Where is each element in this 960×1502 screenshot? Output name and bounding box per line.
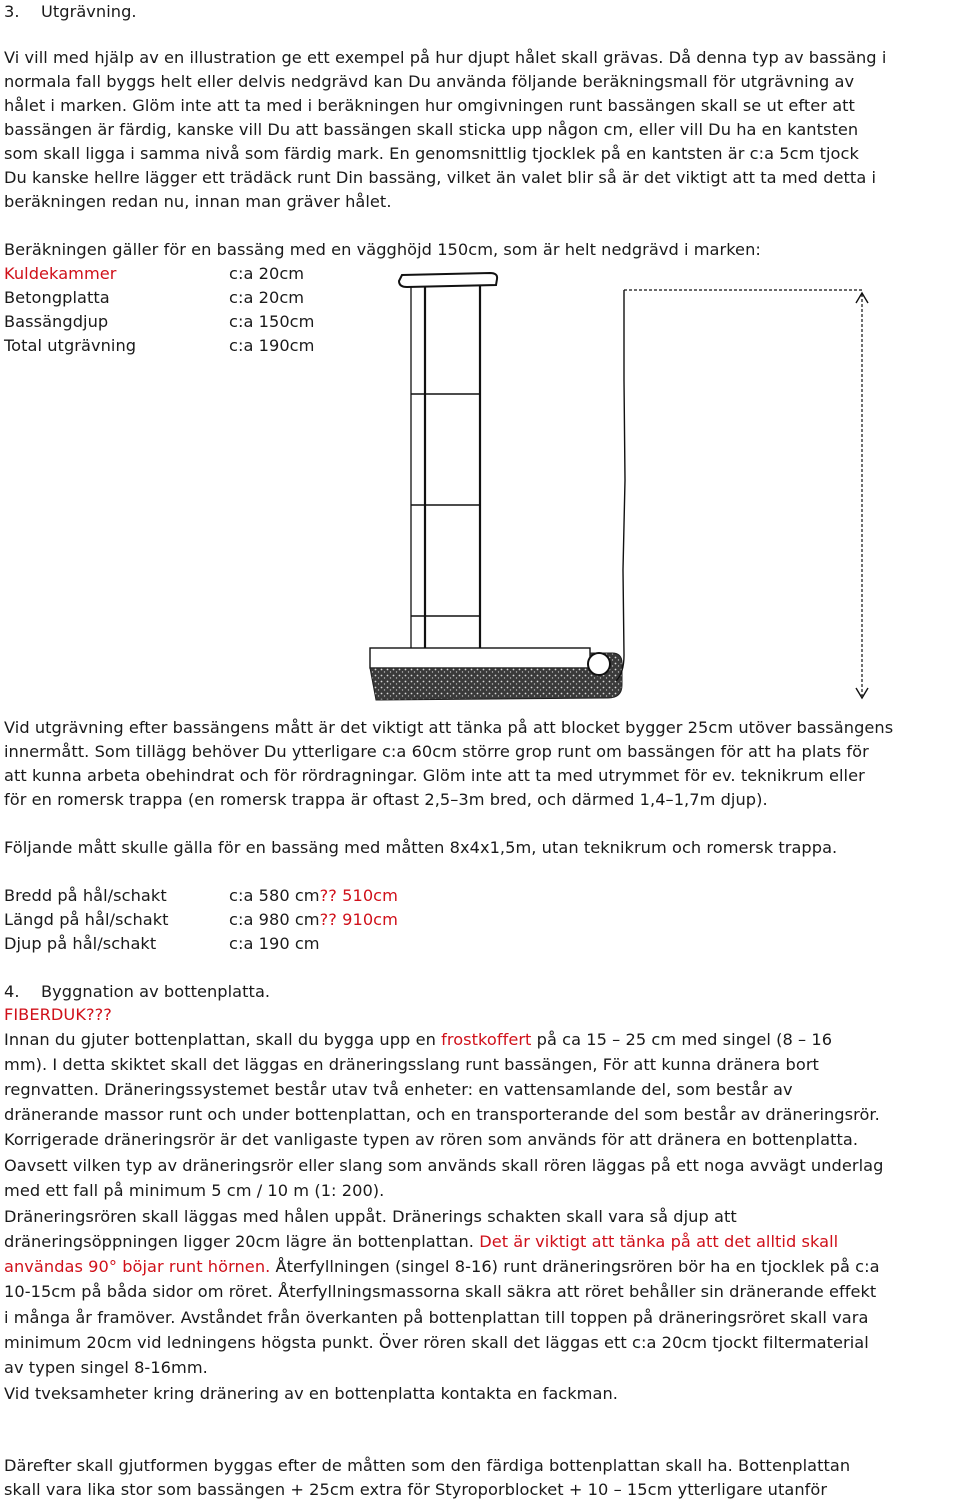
section-3-heading: 3. Utgrävning. (4, 2, 137, 21)
paragraph-line: som skall ligga i samma nivå som färdig mark. En genomsnittlig tjocklek på en kantsten är c:a 5cm tjock (4, 144, 859, 163)
calc-label: Total utgrävning (4, 336, 137, 355)
dims-note: ?? 510cm (319, 886, 398, 905)
paragraph-line: med ett fall på minimum 5 cm / 10 m (1: 200). (4, 1181, 385, 1200)
important-note: Det är viktigt att tänka på att det alltid skall (479, 1232, 839, 1251)
coping-stone (399, 273, 497, 287)
frostkoffert-term: frostkoffert (441, 1030, 532, 1049)
dims-value: c:a 980 cm?? 910cm (229, 910, 398, 929)
section-4-heading: 4. Byggnation av bottenplatta. (4, 982, 271, 1001)
calc-intro: Beräkningen gäller för en bassäng med en vägghöjd 150cm, som är helt nedgrävd i marken: (4, 240, 761, 259)
drain-pipe (588, 653, 610, 675)
paragraph-line: Därefter skall gjutformen byggas efter de måtten som den färdiga bottenplattan skall ha. Bottenplattan (4, 1456, 851, 1475)
dims-intro: Följande mått skulle gälla för en bassäng med måtten 8x4x1,5m, utan teknikrum och romersk trappa. (4, 838, 838, 857)
paragraph-line: hålet i marken. Glöm inte att ta med i beräkningen hur omgivningen runt bassängen skall se ut efter att (4, 96, 855, 115)
paragraph-line: regnvatten. Dräneringssystemet består utav två enheter: en vattensamlande del, som består av (4, 1080, 793, 1099)
paragraph-line: Innan du gjuter bottenplattan, skall du bygga upp en frostkoffert på ca 15 – 25 cm med singel (8 – 16 (4, 1030, 833, 1049)
paragraph-line: i många år framöver. Avståndet från överkanten på bottenplattan till toppen på dräneringsröret skall vara (4, 1308, 869, 1327)
paragraph-line: minimum 20cm vid ledningens högsta punkt. Över rören skall det läggas ett c:a 20cm tjockt filtermaterial (4, 1333, 869, 1352)
paragraph-line: skall vara lika stor som bassängen + 25cm extra för Styroporblocket + 10 – 15cm ytterligare utanför (4, 1480, 828, 1499)
paragraph-line: Vid utgrävning efter bassängens mått är det viktigt att tänka på att blocket bygger 25cm utöver bassängens (4, 718, 894, 737)
dims-note: ?? 910cm (319, 910, 398, 929)
dims-value: c:a 190 cm (229, 934, 320, 953)
dims-label: Djup på hål/schakt (4, 934, 157, 953)
calc-label-kuldekammer: Kuldekammer (4, 264, 117, 283)
paragraph-line: bassängen är färdig, kanske vill Du att bassängen skall sticka upp någon cm, eller vill Du ha en kantsten (4, 120, 859, 139)
calc-value: c:a 150cm (229, 312, 315, 331)
paragraph-line: Oavsett vilken typ av dräneringsrör eller slang som används skall rören läggas på ett noga avvägt underlag (4, 1156, 884, 1175)
paragraph-line: av typen singel 8-16mm. (4, 1358, 208, 1377)
calc-value: c:a 190cm (229, 336, 315, 355)
concrete-slab (370, 648, 590, 668)
pool-wall-diagram (350, 260, 890, 705)
paragraph-line: Dräneringsrören skall läggas med hålen uppåt. Dränerings schakten skall vara så djup att (4, 1207, 737, 1226)
paragraph-line: användas 90° böjar runt hörnen. Återfyllningen (singel 8-16) runt dräneringsrören bör ha en tjocklek på c:a (4, 1257, 880, 1276)
calc-value: c:a 20cm (229, 288, 305, 307)
paragraph-line: innermått. Som tillägg behöver Du ytterligare c:a 60cm större grop runt om bassängen för att ha plats för (4, 742, 869, 761)
paragraph-line: beräkningen redan nu, innan man gräver hålet. (4, 192, 392, 211)
paragraph-line: Du kanske hellre lägger ett trädäck runt Din bassäng, vilket än valet blir så är det viktigt att ta med detta i (4, 168, 877, 187)
paragraph-line: Vid tveksamheter kring dränering av en bottenplatta kontakta en fackman. (4, 1384, 618, 1403)
paragraph-line: Korrigerade dräneringsrör är det vanligaste typen av rören som används för att dränera en bottenplatta. (4, 1130, 859, 1149)
calc-label: Bassängdjup (4, 312, 109, 331)
paragraph-line: dränerande massor runt och under bottenplattan, och en transporterande del som består av dräneringsrör. (4, 1105, 880, 1124)
paragraph-line: att kunna arbeta obehindrat och för rördragningar. Glöm inte att ta med utrymmet för ev. teknikrum eller (4, 766, 865, 785)
excavation-wall (616, 290, 625, 681)
important-note: användas 90° böjar runt hörnen. (4, 1257, 271, 1276)
dims-label: Bredd på hål/schakt (4, 886, 167, 905)
fiberduk-note: FIBERDUK??? (4, 1005, 112, 1024)
paragraph-line: Vi vill med hjälp av en illustration ge ett exempel på hur djupt hålet skall grävas. Då denna typ av bassäng i (4, 48, 887, 67)
calc-value: c:a 20cm (229, 264, 305, 283)
paragraph-line: mm). I detta skiktet skall det läggas en dräneringsslang runt bassängen, För att kunna dränera bort (4, 1055, 819, 1074)
paragraph-line: för en romersk trappa (en romersk trappa är oftast 2,5–3m bred, och därmed 1,4–1,7m djup). (4, 790, 768, 809)
wall-blocks (411, 282, 480, 674)
calc-label: Betongplatta (4, 288, 110, 307)
dims-label: Längd på hål/schakt (4, 910, 169, 929)
paragraph-line: 10-15cm på båda sidor om röret. Återfyllningsmassorna skall säkra att röret behåller sin dränerande effekt (4, 1282, 877, 1301)
paragraph-line: dräneringsöppningen ligger 20cm lägre än bottenplattan. Det är viktigt att tänka på att det alltid skall (4, 1232, 839, 1251)
paragraph-line: normala fall byggs helt eller delvis nedgrävd kan Du använda följande beräkningsmall för utgrävning av (4, 72, 855, 91)
dims-value: c:a 580 cm?? 510cm (229, 886, 398, 905)
